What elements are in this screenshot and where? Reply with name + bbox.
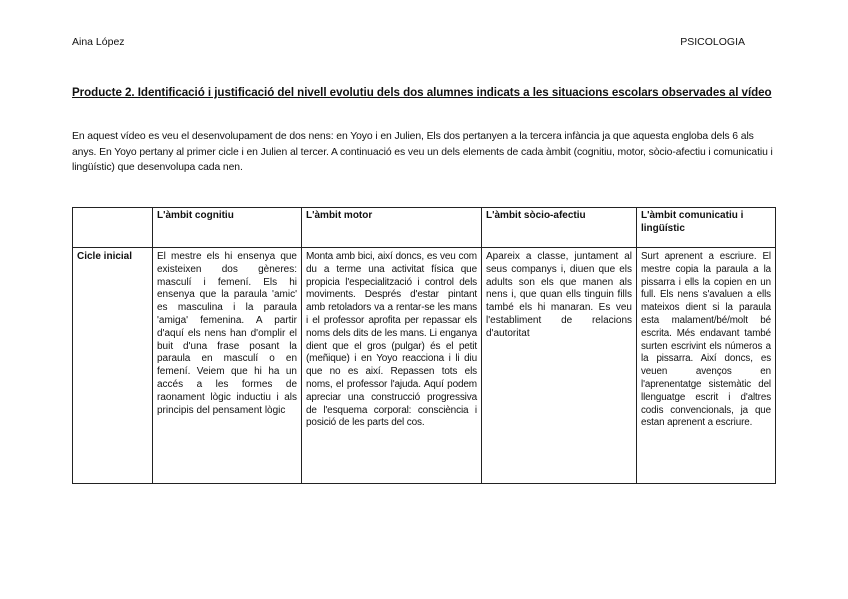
cell-motor: Monta amb bici, així doncs, es veu com du a terme una activitat física que propicia l'especialització i control dels moviments. Després d'estar pintant amb retoladors va a rentar-se les mans i el professor aprofita per repassar els noms dels dits de les mans. Li enganya dient que el gros (pulgar) és el petit (meñique) i en Yoyo reacciona i li diu que no es així. Repassen tots els noms, el professor l'ajuda. Aquí podem apreciar una construcció progressiva de l'esquema corporal: consciència i posició de les parts del cos. bbox=[302, 248, 482, 484]
cell-socio-afectiu: Apareix a classe, juntament al seus companys i, diuen que els adults son els que manen als nens i, que quan ells tinguin fills també els hi manaran. Es veu l'establiment de relacions d'autoritat bbox=[482, 248, 637, 484]
table-header-cognitiu: L'àmbit cognitiu bbox=[153, 208, 302, 248]
cell-cognitiu: El mestre els hi ensenya que existeixen dos gèneres: masculí i femení. Els hi ensenya que la paraula 'amic' es masculina i la paraula 'amiga' femenina. A partir d'aquí els nens han d'omplir el buit d'una frase posant la paraula en masculí o en femení. Veiem que hi ha un accés a les formes de raonament lògic inductiu i als principis del pensament lògic bbox=[153, 248, 302, 484]
intro-paragraph: En aquest vídeo es veu el desenvolupament de dos nens: en Yoyo i en Julien, Els dos pertanyen a la tercera infància ja que aquesta engloba dels 6 als anys. En Yoyo pertany al primer cicle i en Julien al tercer. A continuació es veu un dels elements de cada àmbit (cognitiu, motor, sòcio-afectiu i comunicatiu i lingüístic) que desenvolupa cada nen. bbox=[72, 131, 773, 173]
header-subject: PSICOLOGIA bbox=[680, 36, 745, 48]
cell-comunicatiu: Surt aprenent a escriure. El mestre copia la paraula a la pissarra i ells la copien en un full. Els nens s'avaluen a ells mateixos dient si la paraula esta malament/bé/molt bé escrita. Més endavant també surten escrivint els números a la pissarra. Així doncs, es veuen avenços en l'aprenentatge sistemàtic del llenguatge escrit i d'altres codis convencionals, ja que estan aprenent a escriure. bbox=[637, 248, 776, 484]
table-header-row bbox=[73, 208, 776, 248]
row-label: Cicle inicial bbox=[73, 248, 153, 484]
table-header-comunicatiu: L'àmbit comunicatiu i lingüístic bbox=[637, 208, 776, 248]
development-table bbox=[72, 207, 776, 484]
table-header-empty bbox=[73, 208, 153, 248]
table-header-motor: L'àmbit motor bbox=[302, 208, 482, 248]
table-header-socio-afectiu: L'àmbit sòcio-afectiu bbox=[482, 208, 637, 248]
table-row bbox=[73, 248, 776, 484]
section-title: Producte 2. Identificació i justificació del nivell evolutiu dels dos alumnes indicats a les situacions escolars observades al vídeo bbox=[72, 86, 772, 99]
header-author: Aina López bbox=[72, 36, 125, 48]
